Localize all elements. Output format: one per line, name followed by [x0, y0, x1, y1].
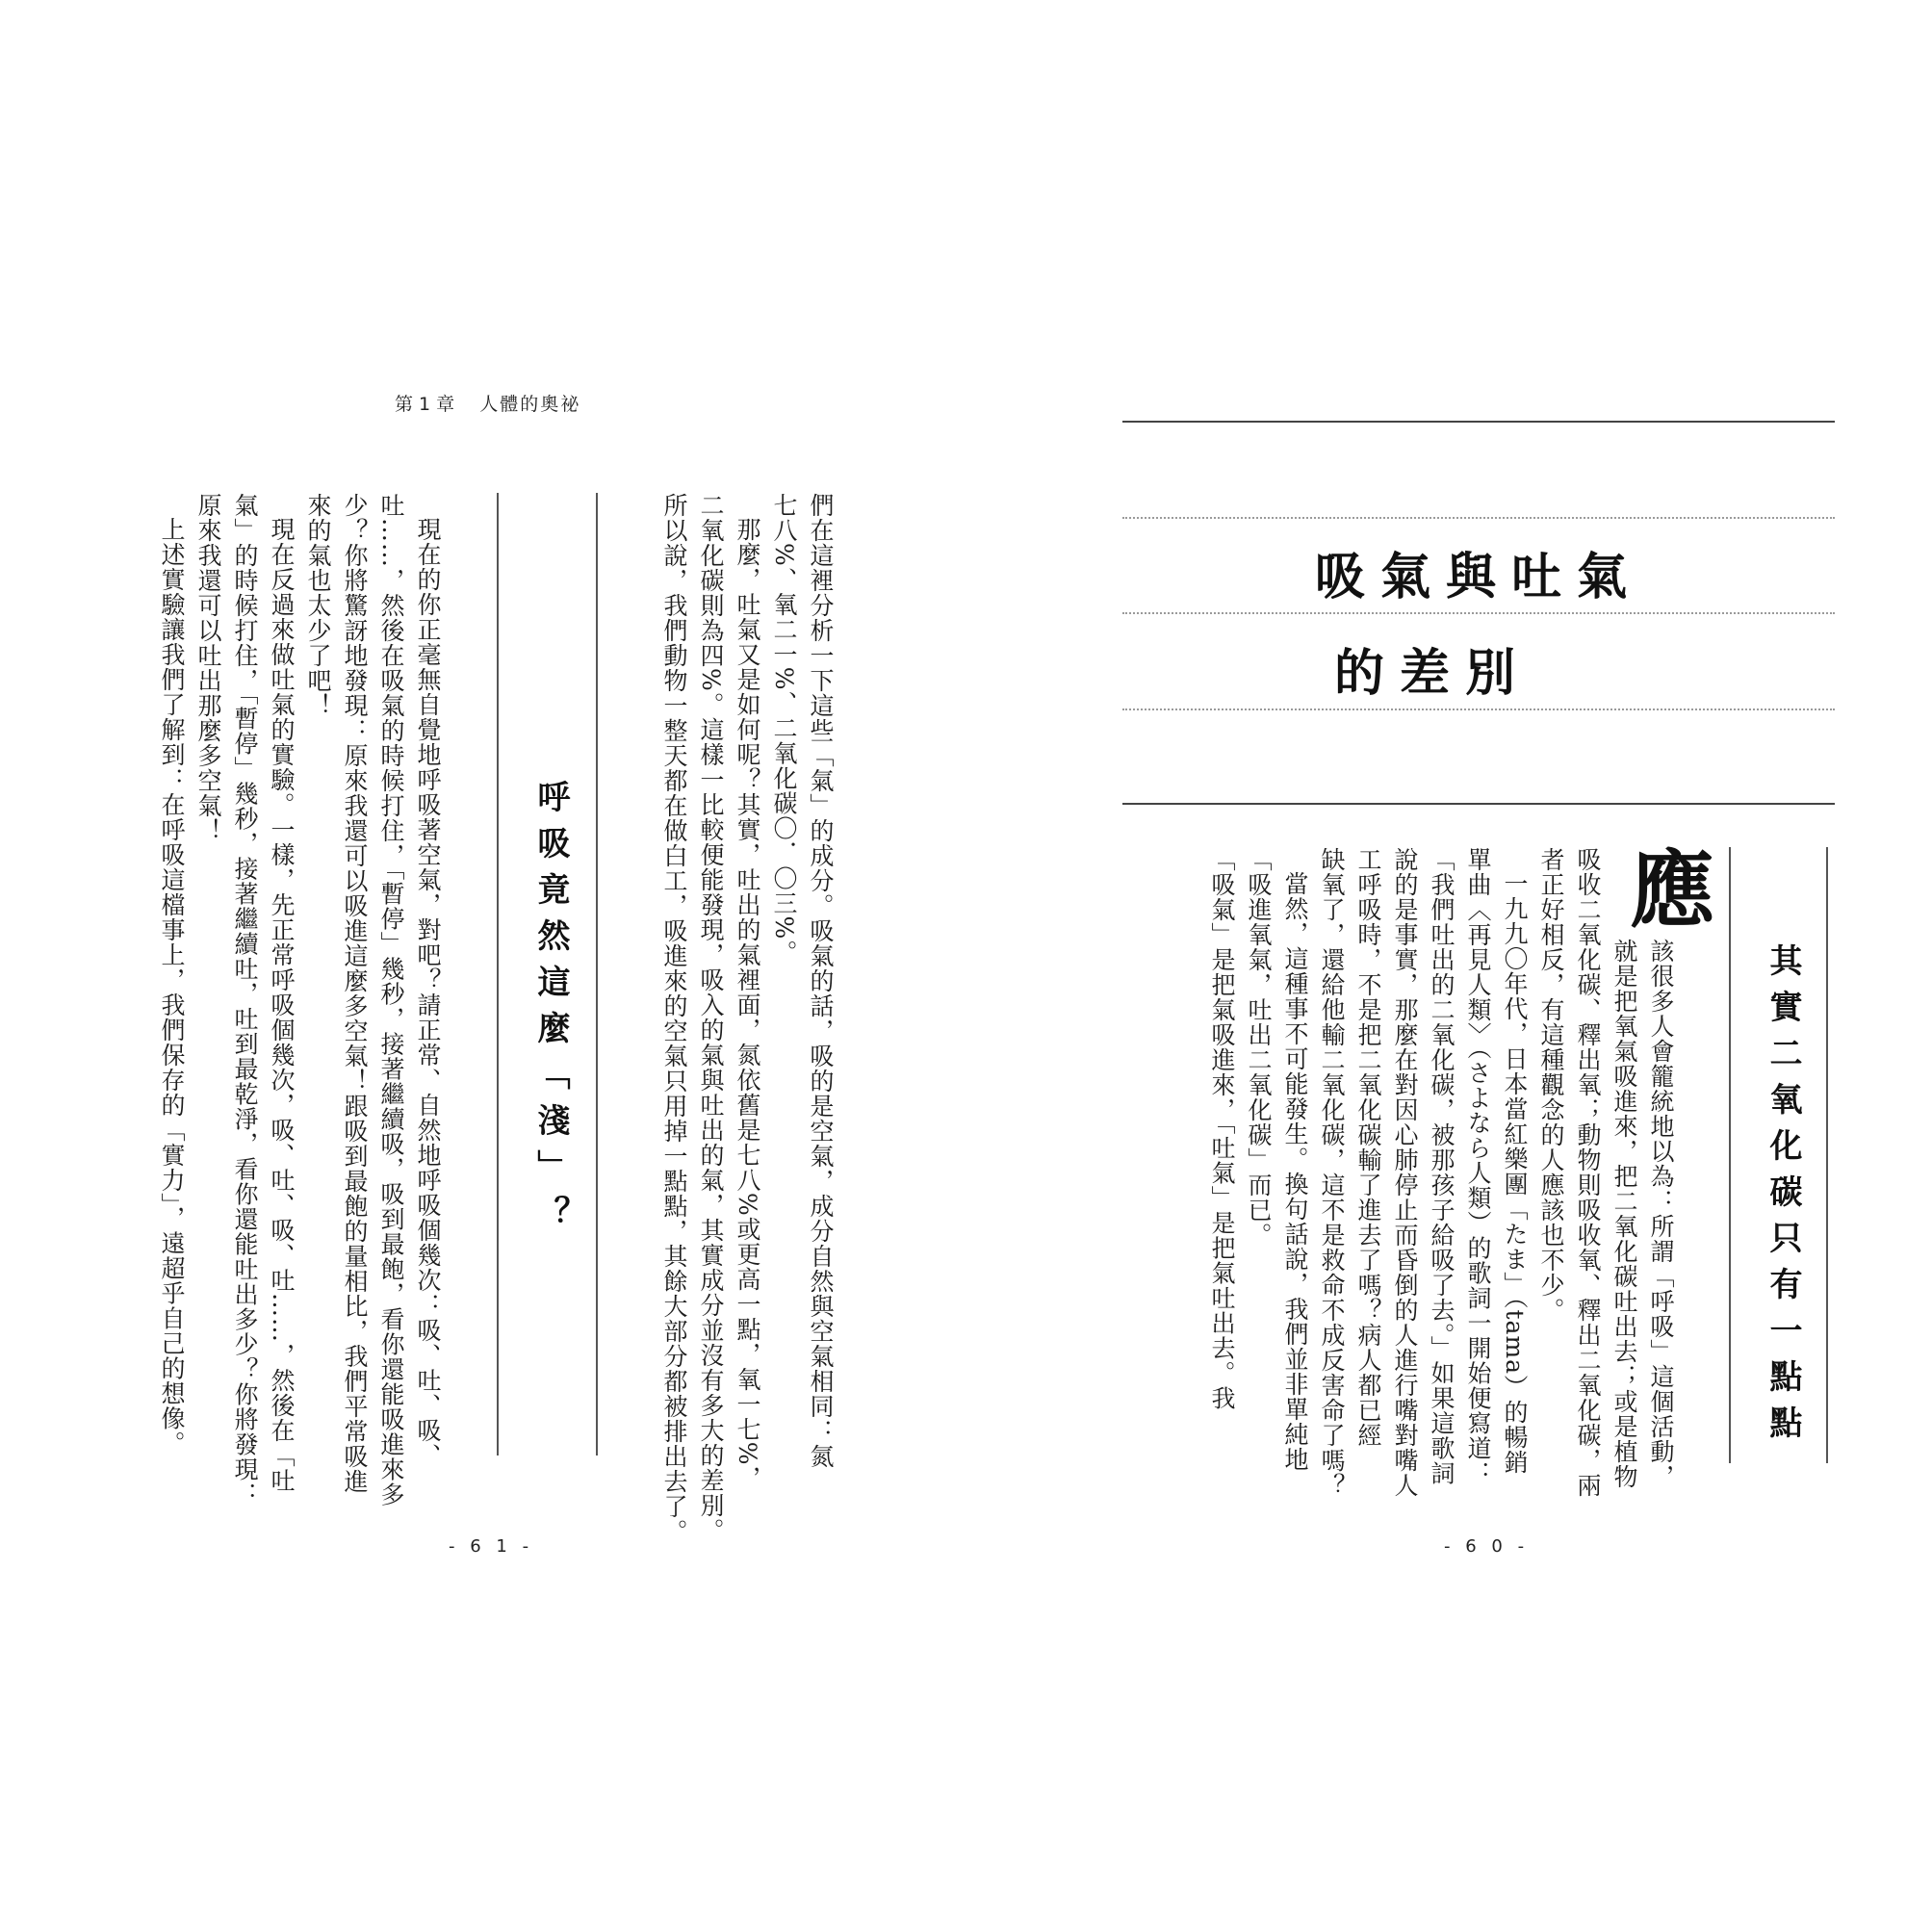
text-line: 二氧化碳則為四%。這樣一比較便能發現，吸入的氣與吐出的氣，其實成分並沒有多大的差別。: [697, 493, 725, 1543]
header-chapter-num: 1: [419, 394, 433, 415]
text-line: 們在這裡分析一下這些「氣」的成分。吸氣的話，吸的是空氣，成分自然與空氣相同：氮: [807, 493, 835, 1469]
text-line: 「我們吐出的二氧化碳，被那孩子給吸了去。」如果這歌詞: [1428, 847, 1455, 1486]
page-number: - 6 1 -: [449, 1536, 534, 1557]
header-chapter-word: 章: [436, 394, 457, 415]
header-chapter: 第: [395, 394, 416, 415]
text-line: 現在的你正毫無自覺地呼吸著空氣，對吧？請正常、自然地呼吸個幾次：吸、吐、吸、: [414, 517, 442, 1468]
header-chapter-title: 人體的奧祕: [479, 394, 581, 415]
text-line: 上述實驗讓我們了解到：在呼吸這檔事上，我們保存的「實力」，遠超乎自己的想像。: [158, 517, 186, 1456]
body-text-first-lines: [1606, 939, 1679, 1489]
text-line: 吐……，然後在吸氣的時候打住，「暫停」幾秒，接著繼續吸，吸到最飽，看你還能吸進來多: [377, 493, 405, 1507]
text-line: 當然，這種事不可能發生。換句話說，我們並非單純地: [1281, 871, 1309, 1472]
page-number: - 6 0 -: [1444, 1536, 1530, 1557]
title-dotted-rule: [1122, 517, 1835, 519]
body-text-continued: [656, 493, 838, 1544]
page-60: [966, 0, 1932, 1932]
text-line: 工呼吸時，不是把二氧化碳輸了進去了嗎？病人都已經: [1354, 847, 1382, 1448]
running-header: [395, 390, 580, 416]
subheading: 其實二氧化碳只有一點點: [1764, 943, 1802, 1452]
title-dotted-rule: [1122, 612, 1835, 614]
text-line: 單曲〈再見人類〉（さよなら人類）的歌詞一開始便寫道：: [1464, 847, 1492, 1486]
body-text-first-rest: [1533, 847, 1606, 1498]
text-line: 者正好相反，有這種觀念的人應該也不少。: [1537, 847, 1565, 1323]
drop-cap: 應: [1630, 840, 1715, 940]
text-line: 原來我還可以吐出那麼多空氣！: [194, 493, 222, 843]
text-line: 說的是事實，那麼在對因心肺停止而昏倒的人進行嘴對嘴人: [1391, 847, 1419, 1498]
title-rule-bottom: [1122, 803, 1835, 805]
text-line: 現在反過來做吐氣的實驗。一樣，先正常呼吸個幾次，吸、吐、吸、吐……，然後在「吐: [268, 517, 296, 1493]
text-line: 「吸氣」是把氣吸進來，「吐氣」是把氣吐出去。我: [1208, 847, 1236, 1411]
text-line: 「吸進氧氣，吐出二氧化碳」而已。: [1245, 847, 1273, 1248]
subhead-rule-right: [596, 493, 598, 1455]
chapter-title-line-1: 吸氣與吐氣: [1314, 549, 1642, 606]
text-line: 來的氣也太少了吧！: [304, 493, 332, 718]
text-line: 少？你將驚訝地發現：原來我還可以吸進這麼多空氣！跟吸到最飽的量相比，我們平常吸進: [341, 493, 369, 1494]
subheading: 呼吸竟然這麼「淺」？: [531, 780, 570, 1242]
text-line: 就是把氧氣吸進來，把二氧化碳吐出去；或是植物: [1610, 939, 1638, 1489]
text-line: 一九九〇年代，日本當紅樂團「たま」（tama）的暢銷: [1501, 871, 1529, 1476]
chapter-title-line-2: 的差別: [1333, 645, 1531, 703]
text-line: 那麼，吐氣又是如何呢？其實，吐出的氣裡面，氮依舊是七八%或更高一點，氧一七%，: [734, 517, 761, 1491]
body-text-main: [153, 493, 446, 1507]
text-line: 缺氧了，還給他輸二氧化碳，這不是救命不成反害命了嗎？: [1318, 847, 1346, 1498]
title-dotted-rule: [1122, 708, 1835, 710]
text-line: 所以說，我們動物一整天都在做白工，吸進來的空氣只用掉一點點，其餘大部分都被排出去了。: [660, 493, 688, 1544]
subhead-rule-right: [1826, 847, 1828, 1463]
text-line: 該很多人會籠統地以為：所謂「呼吸」這個活動，: [1647, 939, 1675, 1489]
text-line: 七八%、氧二一%、二氧化碳〇．〇三%。: [770, 493, 798, 966]
title-rule-top: [1122, 421, 1835, 423]
body-text-rest: [1203, 847, 1533, 1498]
text-line: 吸收二氧化碳、釋出氧；動物則吸收氧、釋出二氧化碳，兩: [1574, 847, 1602, 1498]
subhead-rule-left: [497, 493, 499, 1455]
subhead-rule-left: [1729, 847, 1731, 1463]
text-line: 氣」的時候打住，「暫停」幾秒，接著繼續吐，吐到最乾淨，看你還能吐出多少？你將發現：: [231, 493, 259, 1507]
